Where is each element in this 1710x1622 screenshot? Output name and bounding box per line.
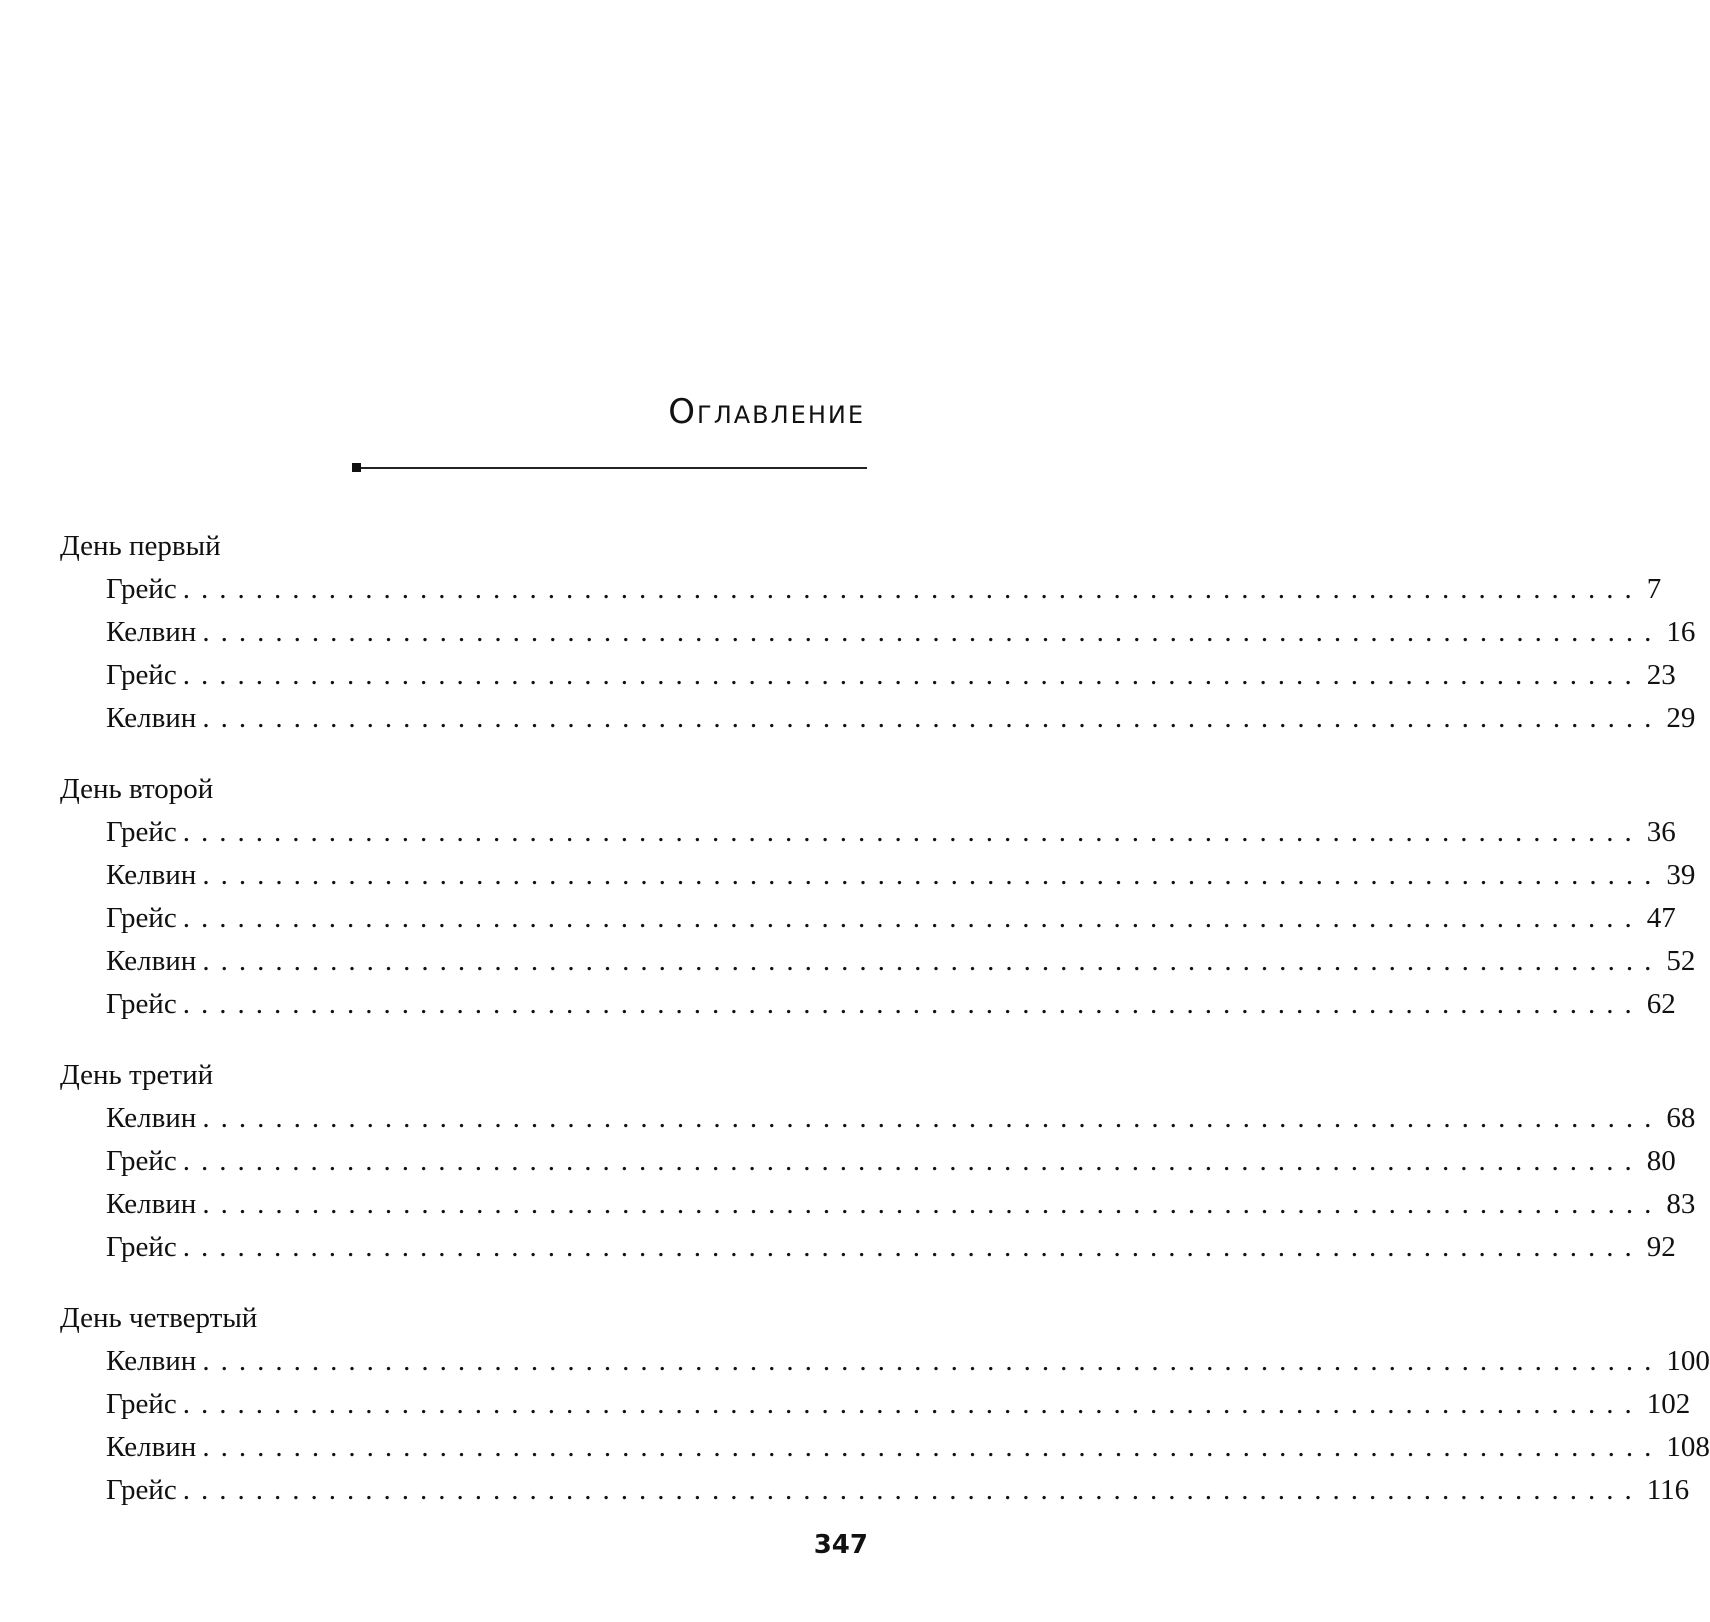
- dot-leader: ................................................................................: [182, 1388, 1643, 1420]
- entry-title: Грейс: [106, 1145, 177, 1177]
- entry-title: Грейс: [106, 659, 177, 691]
- toc-entry: [60, 1097, 1696, 1140]
- toc-entry: [60, 1383, 1691, 1426]
- entry-page-number: 83: [1666, 1188, 1696, 1220]
- section-heading: День первый: [60, 530, 221, 562]
- entry-page-number: 29: [1666, 702, 1696, 734]
- section-heading: День третий: [60, 1059, 214, 1091]
- entry-title: Келвин: [106, 859, 197, 891]
- dot-leader: ................................................................................: [182, 988, 1643, 1020]
- dot-leader: ................................................................................: [182, 659, 1643, 691]
- entry-title: Келвин: [106, 702, 197, 734]
- toc-entry: [60, 1226, 1676, 1269]
- entry-page-number: 102: [1646, 1388, 1691, 1420]
- entry-title: Келвин: [106, 1345, 197, 1377]
- section-heading: День четвертый: [60, 1302, 258, 1334]
- dot-leader: ................................................................................: [182, 1145, 1643, 1177]
- toc-entry: [60, 940, 1696, 983]
- dot-leader: ................................................................................: [182, 573, 1643, 605]
- toc-section: [60, 1297, 1710, 1512]
- entry-title: Грейс: [106, 1231, 177, 1263]
- dot-leader: ................................................................................: [202, 859, 1663, 891]
- entry-page-number: 100: [1666, 1345, 1710, 1377]
- entry-page-number: 68: [1666, 1102, 1696, 1134]
- dot-leader: ................................................................................: [202, 702, 1663, 734]
- entry-title: Келвин: [106, 945, 197, 977]
- title-divider: [352, 467, 867, 469]
- dot-leader: ................................................................................: [182, 1231, 1643, 1263]
- dot-leader: ................................................................................: [182, 902, 1643, 934]
- toc-entry: [60, 854, 1696, 897]
- entry-title: Грейс: [106, 902, 177, 934]
- page-number: 347: [813, 1530, 868, 1560]
- toc-entry: [60, 611, 1696, 654]
- table-of-contents: [60, 525, 1710, 1540]
- page-title: Оглавление: [668, 392, 865, 432]
- entry-page-number: 116: [1646, 1474, 1690, 1506]
- toc-section: [60, 1054, 1696, 1269]
- dot-leader: ................................................................................: [202, 1431, 1663, 1463]
- dot-leader: ................................................................................: [202, 1188, 1663, 1220]
- entry-title: Келвин: [106, 1102, 197, 1134]
- toc-entry: [60, 697, 1696, 740]
- entry-page-number: 23: [1646, 659, 1676, 691]
- entry-title: Грейс: [106, 1474, 177, 1506]
- entry-page-number: 52: [1666, 945, 1696, 977]
- entry-title: Грейс: [106, 816, 177, 848]
- toc-entry: [60, 983, 1676, 1026]
- entry-page-number: 36: [1646, 816, 1676, 848]
- entry-page-number: 108: [1666, 1431, 1710, 1463]
- toc-entry: [60, 897, 1676, 940]
- entry-title: Грейс: [106, 1388, 177, 1420]
- entry-title: Келвин: [106, 1188, 197, 1220]
- toc-entry: [60, 811, 1676, 854]
- toc-entry: [60, 1340, 1710, 1383]
- dot-leader: ................................................................................: [202, 616, 1663, 648]
- entry-title: Грейс: [106, 573, 177, 605]
- toc-entry: [60, 1183, 1696, 1226]
- dot-leader: ................................................................................: [202, 1102, 1663, 1134]
- toc-section: [60, 768, 1696, 1026]
- entry-page-number: 16: [1666, 616, 1696, 648]
- toc-entry: [60, 1140, 1676, 1183]
- toc-entry: [60, 568, 1662, 611]
- dot-leader: ................................................................................: [202, 945, 1663, 977]
- section-heading: День второй: [60, 773, 214, 805]
- divider-square-ornament: [352, 463, 361, 472]
- dot-leader: ................................................................................: [182, 1474, 1643, 1506]
- entry-page-number: 80: [1646, 1145, 1676, 1177]
- entry-page-number: 62: [1646, 988, 1676, 1020]
- toc-entry: [60, 1469, 1690, 1512]
- toc-section: [60, 525, 1696, 740]
- entry-page-number: 47: [1646, 902, 1676, 934]
- entry-title: Келвин: [106, 616, 197, 648]
- entry-page-number: 92: [1646, 1231, 1676, 1263]
- entry-title: Грейс: [106, 988, 177, 1020]
- entry-page-number: 7: [1646, 573, 1662, 605]
- toc-entry: [60, 1426, 1710, 1469]
- entry-title: Келвин: [106, 1431, 197, 1463]
- entry-page-number: 39: [1666, 859, 1696, 891]
- toc-entry: [60, 654, 1676, 697]
- dot-leader: ................................................................................: [202, 1345, 1663, 1377]
- dot-leader: ................................................................................: [182, 816, 1643, 848]
